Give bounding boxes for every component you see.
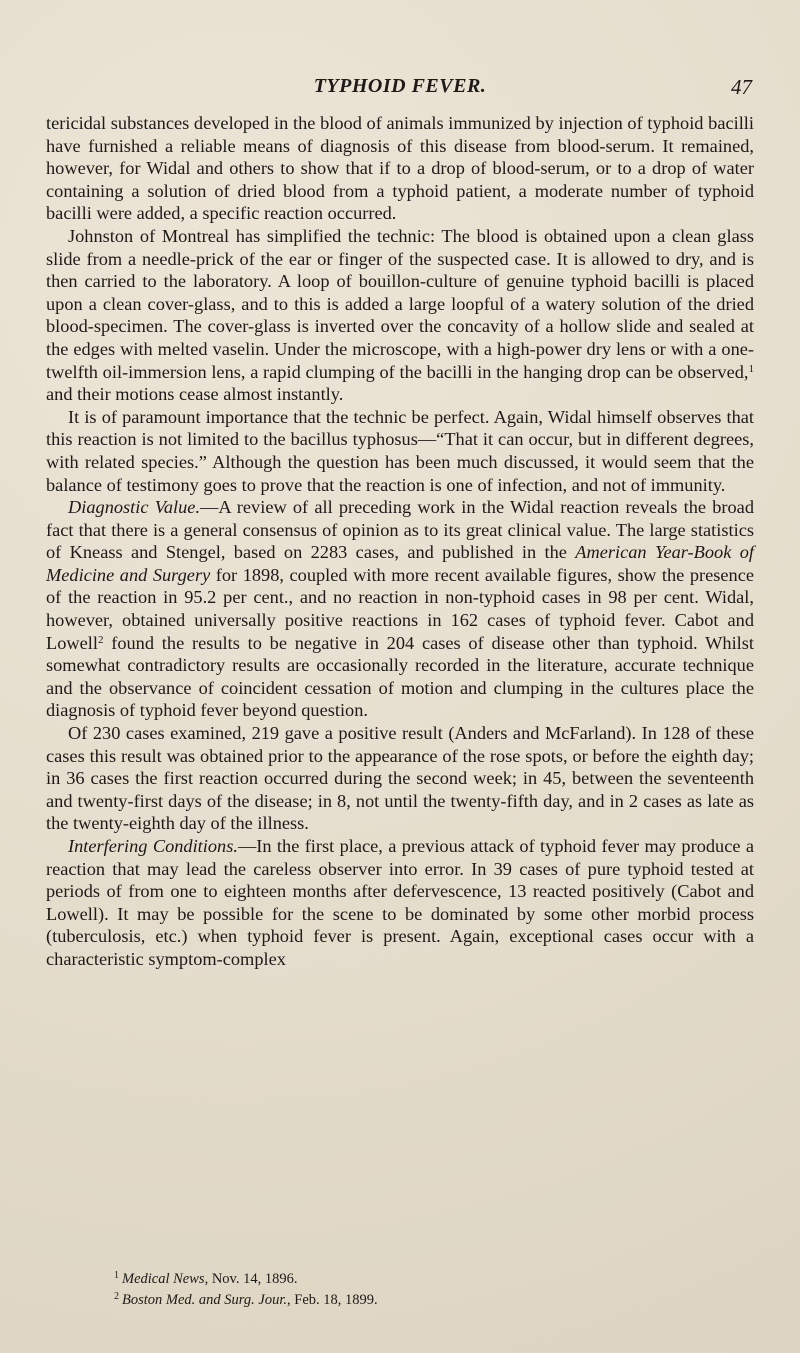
paragraph-text: tericidal substances developed in the blood of animals immunized by injection of typhoid bacilli have furnished a reliable means of diagnosis of this disease from blood-serum. It remained, however, for Widal and others to show that if to a drop of blood-serum, or to a drop of water containing a solution of dried blood from a typhoid patient, a moderate number of typhoid bacilli were added, a specific reaction occurred. bbox=[46, 113, 754, 224]
footnote-mark: 1 bbox=[114, 1270, 119, 1281]
footnote-reference: 2 bbox=[97, 633, 104, 646]
footnote-mark: 2 bbox=[114, 1291, 119, 1303]
paragraph-case-statistics bbox=[46, 722, 754, 835]
paragraph-technic bbox=[46, 225, 754, 406]
paragraph-diagnostic-value bbox=[46, 496, 754, 722]
paragraph-text: Of 230 cases examined, 219 gave a positive result (Anders and McFarland). In 128 of these cases this result was obtained prior to the appearance of the rose spots, or before the eighth day; in 36 cases the first reaction occurred during the second week; in 45, between the seventeenth and twenty-first days of the disease; in 8, not until the twenty-fifth day, and in 2 cases as late as the twenty-eighth day of the illness. bbox=[46, 723, 754, 834]
paragraph-text: found the results to be negative in 204 cases of disease other than typhoid. Whilst somewhat contradictory results are occasionally recorded in the literature, accurate technique and the observance of coincident cessation of motion and clumping in the cultures place the diagnosis of typhoid fever beyond question. bbox=[46, 632, 754, 721]
paragraph-text: and their motions cease almost instantly. bbox=[46, 384, 344, 405]
running-header bbox=[0, 75, 800, 99]
paragraph-text: It is of paramount importance that the technic be perfect. Again, Widal himself observes that this reaction is not limited to the bacillus typhosus—“That it can occur, but in different degrees, with related species.” Although the question has been much discussed, it would seem that the balance of testimony goes to prove that the reaction is one of infection, and not of immunity. bbox=[46, 406, 754, 495]
footnote-reference: 1 bbox=[748, 362, 754, 375]
paragraph-interfering-conditions bbox=[46, 835, 754, 971]
paragraph-text: Johnston of Montreal has simplified the technic: The blood is obtained upon a clean glass slide from a needle-prick of the ear or finger of the suspected case. It is allowed to dry, and is then carried to the laboratory. A loop of bouillon-culture of genuine typhoid bacilli is placed upon a clean cover-glass, and to this is added a large loopful of a watery solution of the dried blood-specimen. The cover-glass is inverted over the concavity of a hollow slide and sealed at the edges with melted vaselin. Under the microscope, with a high-power dry lens or with a one-twelfth oil-immersion lens, a rapid clumping of the bacilli in the hanging drop can be observed, bbox=[46, 225, 754, 382]
section-heading: Diagnostic Value. bbox=[68, 497, 201, 518]
footnote bbox=[46, 1288, 754, 1309]
section-heading: Interfering Conditions. bbox=[68, 836, 238, 856]
paragraph-continuation bbox=[46, 112, 754, 225]
body-text bbox=[46, 112, 754, 971]
running-title: TYPHOID FEVER. bbox=[313, 75, 487, 97]
footnote-details: , Feb. 18, 1899. bbox=[287, 1292, 378, 1309]
paragraph-importance bbox=[46, 406, 754, 496]
footnote-source: Medical News bbox=[122, 1271, 205, 1287]
book-title: American Year-Book of Medicine and Surgery bbox=[46, 542, 754, 585]
page-number: 47 bbox=[731, 75, 752, 99]
footnote bbox=[46, 1267, 754, 1288]
footnote-source: Boston Med. and Surg. Jour. bbox=[122, 1292, 287, 1309]
paragraph-text: —In the first place, a previous attack of typhoid fever may produce a reaction that may lead the careless observer into error. In 39 cases of pure typhoid tested at periods of from one to eighteen months after defervescence, 13 reacted positively (Cabot and Lowell). It may be possible for the scene to be dominated by some other morbid process (tuberculosis, etc.) when typhoid fever is present. Again, exceptional cases occur with a characteristic symptom-complex bbox=[46, 836, 755, 969]
paragraph-text: —A review of all preceding work in the Widal reaction reveals the broad fact that there is a general consensus of opinion as to its great clinical value. The large statistics of Kneass and Stengel, based on 2283 cases, and published in the bbox=[46, 497, 754, 563]
paragraph-text: for 1898, coupled with more recent available figures, show the presence of the reaction in 95.2 per cent., and no reaction in non-typhoid cases in 98 per cent. Widal, however, obtained universally positive reactions in 162 cases of typhoid fever. Cabot and Lowell bbox=[46, 564, 754, 653]
footnotes bbox=[46, 1267, 754, 1310]
footnote-details: , Nov. 14, 1896. bbox=[204, 1271, 298, 1287]
